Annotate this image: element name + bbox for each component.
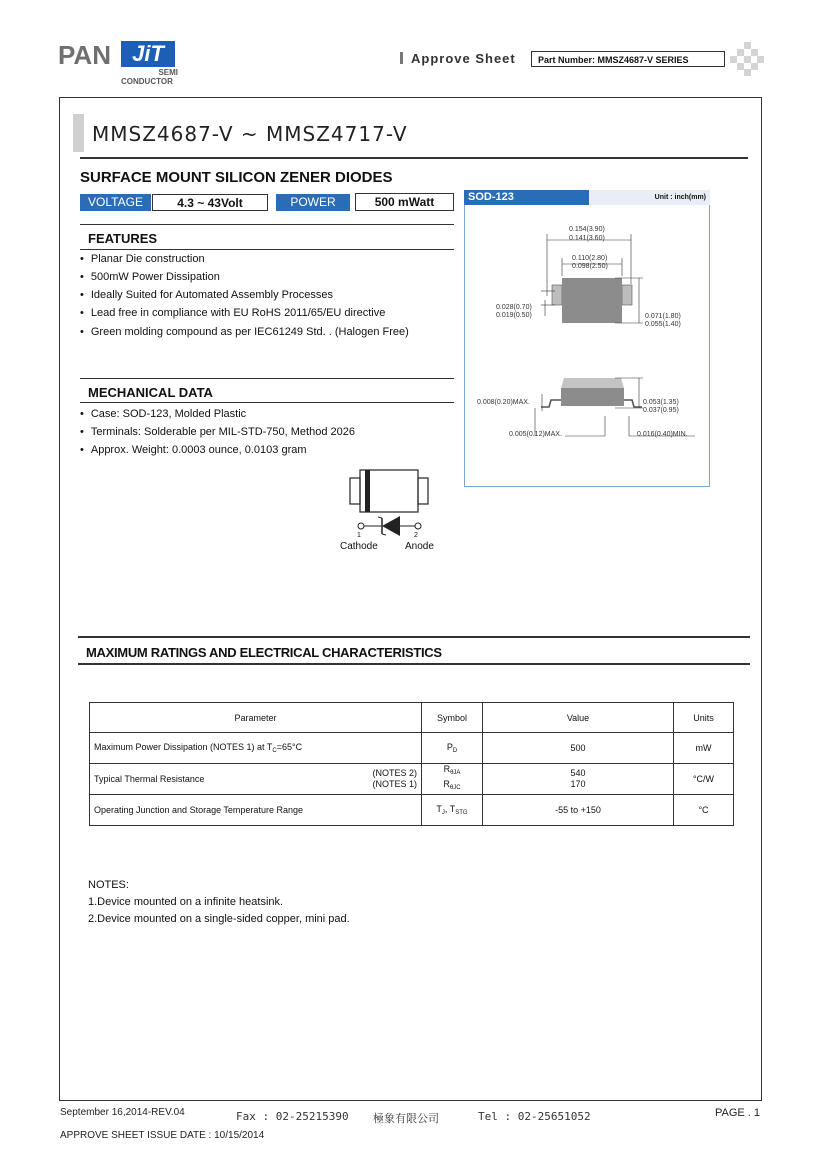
unit-cell: °C xyxy=(674,795,734,826)
symbol-cell: $P_D$ xyxy=(422,733,483,764)
page-title: MMSZ4687-V ~ MMSZ4717-V xyxy=(92,122,408,146)
cathode-label: Cathode xyxy=(340,541,378,552)
title-rule xyxy=(80,157,748,159)
package-dimension-drawing xyxy=(465,206,709,486)
footer-company: 極象有限公司 xyxy=(373,1112,439,1125)
decorative-squares-icon xyxy=(730,42,764,76)
notes-heading: NOTES: xyxy=(88,879,129,891)
pin2-label: 2 xyxy=(414,532,418,539)
power-value: 500 mWatt xyxy=(355,193,454,211)
notes-section xyxy=(88,877,350,928)
list-item: • Case: SOD-123, Molded Plastic xyxy=(80,408,246,420)
dim-lead-thickness: 0.008(0.20)MAX. xyxy=(477,399,530,406)
list-item: • Planar Die construction xyxy=(80,253,205,265)
footer-tel: Tel : 02-25651052 xyxy=(478,1110,591,1123)
voltage-label: VOLTAGE xyxy=(80,194,151,211)
dim-body-width-max: 0.071(1.80) xyxy=(645,313,681,320)
pin1-label: 1 xyxy=(357,532,361,539)
dim-body-width-min: 0.055(1.40) xyxy=(645,321,681,328)
anode-label: Anode xyxy=(405,541,434,552)
dim-body-length-max: 0.110(2.80) xyxy=(572,255,608,262)
dim-body-length-min: 0.098(2.50) xyxy=(572,263,608,270)
unit-cell: mW xyxy=(674,733,734,764)
param-cell: Operating Junction and Storage Temperature Range xyxy=(90,795,422,826)
dim-lead-width-min: 0.019(0.50) xyxy=(496,312,532,319)
dim-height-max: 0.053(1.35) xyxy=(643,399,679,406)
title-accent-block xyxy=(73,114,84,152)
table-row xyxy=(90,795,734,826)
col-parameter: Parameter xyxy=(90,703,422,733)
package-name: SOD-123 xyxy=(464,190,589,205)
ratings-top-rule xyxy=(78,636,750,638)
mechanical-bottom-rule xyxy=(80,402,454,403)
ratings-table xyxy=(89,702,734,826)
logo-pan-text: PAN xyxy=(58,40,111,70)
list-item: • Terminals: Solderable per MIL-STD-750, Method 2026 xyxy=(80,426,355,438)
list-item: • 500mW Power Dissipation xyxy=(80,271,220,283)
dim-overall-length-min: 0.141(3.60) xyxy=(569,235,605,242)
approve-sheet-label: Approve Sheet xyxy=(400,51,516,66)
footer-issue-date: APPROVE SHEET ISSUE DATE : 10/15/2014 xyxy=(60,1130,265,1141)
col-symbol: Symbol xyxy=(422,703,483,733)
part-number-box: Part Number: MMSZ4687-V SERIES xyxy=(531,51,725,67)
dim-overall-length-max: 0.154(3.90) xyxy=(569,226,605,233)
param-cell: Maximum Power Dissipation (NOTES 1) at $T_C=65^\circ C$ xyxy=(90,733,422,764)
col-units: Units xyxy=(674,703,734,733)
note-item: 1.Device mounted on a infinite heatsink. xyxy=(88,896,284,908)
table-row xyxy=(90,764,734,795)
dim-height-min: 0.037(0.95) xyxy=(643,407,679,414)
footer-date-rev: September 16,2014-REV.04 xyxy=(60,1107,185,1118)
ratings-bottom-rule xyxy=(78,663,750,665)
list-item: • Ideally Suited for Automated Assembly Processes xyxy=(80,289,333,301)
logo-semi-text: SEMI xyxy=(158,68,178,77)
dim-lead-length: 0.016(0.40)MIN. xyxy=(637,431,688,438)
list-item: • Lead free in compliance with EU RoHS 2011/65/EU directive xyxy=(80,307,385,319)
list-item: • Green molding compound as per IEC61249 Std. . (Halogen Free) xyxy=(80,326,409,338)
product-subtitle: SURFACE MOUNT SILICON ZENER DIODES xyxy=(80,169,393,186)
value-cell: 540 170 xyxy=(483,764,674,795)
footer-fax: Fax : 02-25215390 xyxy=(236,1110,349,1123)
dim-standoff: 0.005(0.12)MAX. xyxy=(509,431,562,438)
features-bottom-rule xyxy=(80,249,454,250)
table-header-row xyxy=(90,703,734,733)
package-unit: Unit : inch(mm) xyxy=(589,190,710,205)
value-cell: -55 to +150 xyxy=(483,795,674,826)
mechanical-heading: MECHANICAL DATA xyxy=(88,385,213,400)
ratings-heading: MAXIMUM RATINGS AND ELECTRICAL CHARACTERISTICS xyxy=(86,645,442,660)
dim-lead-width-max: 0.028(0.70) xyxy=(496,304,532,311)
features-top-rule xyxy=(80,224,454,225)
voltage-value: 4.3 ~ 43Volt xyxy=(152,194,268,211)
logo-jit-text: JiT xyxy=(121,41,175,67)
table-row xyxy=(90,733,734,764)
mechanical-top-rule xyxy=(80,378,454,379)
col-value: Value xyxy=(483,703,674,733)
power-label: POWER xyxy=(276,194,350,211)
company-logo xyxy=(58,40,188,88)
value-cell: 500 xyxy=(483,733,674,764)
symbol-cell: $T_J$, $T_{STG}$ xyxy=(422,795,483,826)
param-cell: Typical Thermal Resistance (NOTES 2) (NOTES 1) xyxy=(90,764,422,795)
list-item: • Approx. Weight: 0.0003 ounce, 0.0103 gram xyxy=(80,444,307,456)
logo-conductor-text: CONDUCTOR xyxy=(121,77,173,86)
symbol-cell: $R_{\theta JA}$ $R_{\theta JC}$ xyxy=(422,764,483,795)
footer-page: PAGE . 1 xyxy=(715,1107,761,1119)
unit-cell: °C/W xyxy=(674,764,734,795)
features-heading: FEATURES xyxy=(88,231,158,246)
note-item: 2.Device mounted on a single-sided copper, mini pad. xyxy=(88,913,350,925)
